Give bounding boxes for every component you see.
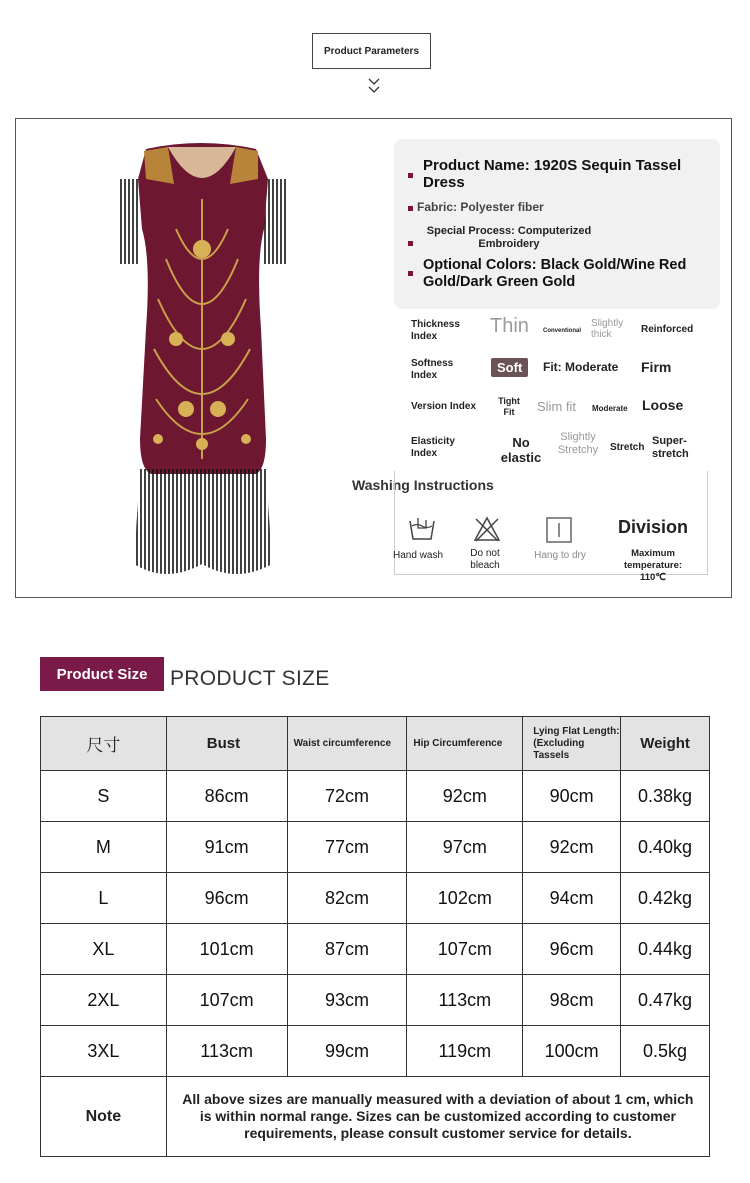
length-cell: 96cm — [523, 924, 621, 975]
division-label: Division — [618, 517, 689, 537]
elasticity-stretch: Stretch — [610, 442, 645, 453]
hip-cell: 102cm — [407, 873, 523, 924]
weight-cell: 0.47kg — [621, 975, 710, 1026]
length-cell: 100cm — [523, 1026, 621, 1077]
size-table — [40, 716, 710, 1157]
bust-cell: 96cm — [166, 873, 287, 924]
header-waist: Waist circumference — [287, 717, 407, 771]
header-size: 尺寸 — [41, 717, 167, 771]
table-row — [41, 975, 710, 1026]
version-tight-fit: Tight Fit — [498, 396, 520, 417]
weight-cell: 0.5kg — [621, 1026, 710, 1077]
table-header-row — [41, 717, 710, 771]
softness-index-label: Softness Index — [411, 358, 454, 381]
softness-firm: Firm — [641, 359, 672, 375]
version-slim-fit: Slim fit — [537, 399, 576, 414]
bullet-icon — [408, 241, 413, 246]
softness-soft: Soft — [491, 358, 528, 377]
parameters-panel — [15, 118, 732, 598]
weight-cell: 0.38kg — [621, 771, 710, 822]
waist-cell: 77cm — [287, 822, 407, 873]
bullet-icon — [408, 271, 413, 276]
size-cell: S — [41, 771, 167, 822]
length-cell: 90cm — [523, 771, 621, 822]
size-cell: 3XL — [41, 1026, 167, 1077]
hand-wash-label: Hand wash — [392, 550, 444, 561]
header-length: Lying Flat Length: (Excluding Tassels — [523, 717, 621, 771]
bust-cell: 107cm — [166, 975, 287, 1026]
product-info-box — [394, 139, 720, 309]
bullet-icon — [408, 173, 413, 178]
table-row — [41, 771, 710, 822]
product-parameters-button[interactable]: Product Parameters — [312, 33, 431, 69]
no-bleach-label: Do not bleach — [470, 548, 500, 571]
size-cell: M — [41, 822, 167, 873]
thickness-slightly-thick: Slightly thick — [591, 318, 624, 340]
thickness-thin: Thin — [490, 315, 529, 337]
washing-instructions-title: Washing Instructions — [352, 477, 494, 493]
length-cell: 98cm — [523, 975, 621, 1026]
elasticity-slightly-stretchy: Slightly Stretchy — [557, 431, 599, 456]
dress-image — [116, 139, 301, 579]
size-cell: 2XL — [41, 975, 167, 1026]
weight-cell: 0.42kg — [621, 873, 710, 924]
bust-cell: 86cm — [166, 771, 287, 822]
elasticity-no-elastic: No elastic — [500, 435, 542, 465]
table-row — [41, 1026, 710, 1077]
weight-cell: 0.44kg — [621, 924, 710, 975]
thickness-reinforced: Reinforced — [641, 324, 694, 335]
header-weight: Weight — [621, 717, 710, 771]
note-label: Note — [41, 1077, 167, 1157]
product-size-heading: PRODUCT SIZE — [170, 667, 330, 690]
note-text: All above sizes are manually measured with a deviation of about 1 cm, which is within normal range. Sizes can be customized according to customer requirements, please consult customer service for details. — [166, 1077, 709, 1157]
hip-cell: 107cm — [407, 924, 523, 975]
hip-cell: 97cm — [407, 822, 523, 873]
waist-cell: 87cm — [287, 924, 407, 975]
product-name: Product Name: 1920S Sequin Tassel Dress — [423, 157, 682, 191]
waist-cell: 99cm — [287, 1026, 407, 1077]
thickness-index-label: Thickness Index — [411, 319, 460, 342]
elasticity-index-label: Elasticity Index — [411, 436, 455, 459]
softness-moderate: Fit: Moderate — [543, 360, 619, 374]
bust-cell: 101cm — [166, 924, 287, 975]
hip-cell: 92cm — [407, 771, 523, 822]
note-row — [41, 1077, 710, 1157]
version-index-label: Version Index — [411, 401, 477, 412]
max-temp-label: Maximum temperature: 110℃ — [623, 548, 683, 583]
weight-cell: 0.40kg — [621, 822, 710, 873]
product-colors: Optional Colors: Black Gold/Wine Red Gold/Dark Green Gold — [423, 257, 687, 290]
table-row — [41, 873, 710, 924]
size-cell: XL — [41, 924, 167, 975]
version-loose: Loose — [642, 397, 684, 413]
size-cell: L — [41, 873, 167, 924]
chevron-down-icon — [366, 76, 382, 96]
waist-cell: 72cm — [287, 771, 407, 822]
no-bleach-icon — [472, 515, 502, 543]
product-size-badge: Product Size — [40, 657, 164, 691]
header-hip: Hip Circumference — [407, 717, 523, 771]
bullet-icon — [408, 206, 413, 211]
hip-cell: 119cm — [407, 1026, 523, 1077]
table-row — [41, 924, 710, 975]
elasticity-super-stretch: Super-stretch — [652, 435, 689, 460]
version-moderate: Moderate — [592, 404, 628, 413]
length-cell: 92cm — [523, 822, 621, 873]
bust-cell: 113cm — [166, 1026, 287, 1077]
header-bust: Bust — [166, 717, 287, 771]
thickness-conventional: Conventional — [543, 328, 582, 334]
bust-cell: 91cm — [166, 822, 287, 873]
waist-cell: 82cm — [287, 873, 407, 924]
hang-dry-icon — [545, 516, 573, 544]
product-fabric: Fabric: Polyester fiber — [417, 200, 544, 214]
length-cell: 94cm — [523, 873, 621, 924]
product-process: Special Process: Computerized Embroidery — [426, 225, 592, 250]
hand-wash-icon — [407, 515, 437, 543]
hip-cell: 113cm — [407, 975, 523, 1026]
waist-cell: 93cm — [287, 975, 407, 1026]
hang-dry-label: Hang to dry — [534, 550, 586, 561]
table-row — [41, 822, 710, 873]
